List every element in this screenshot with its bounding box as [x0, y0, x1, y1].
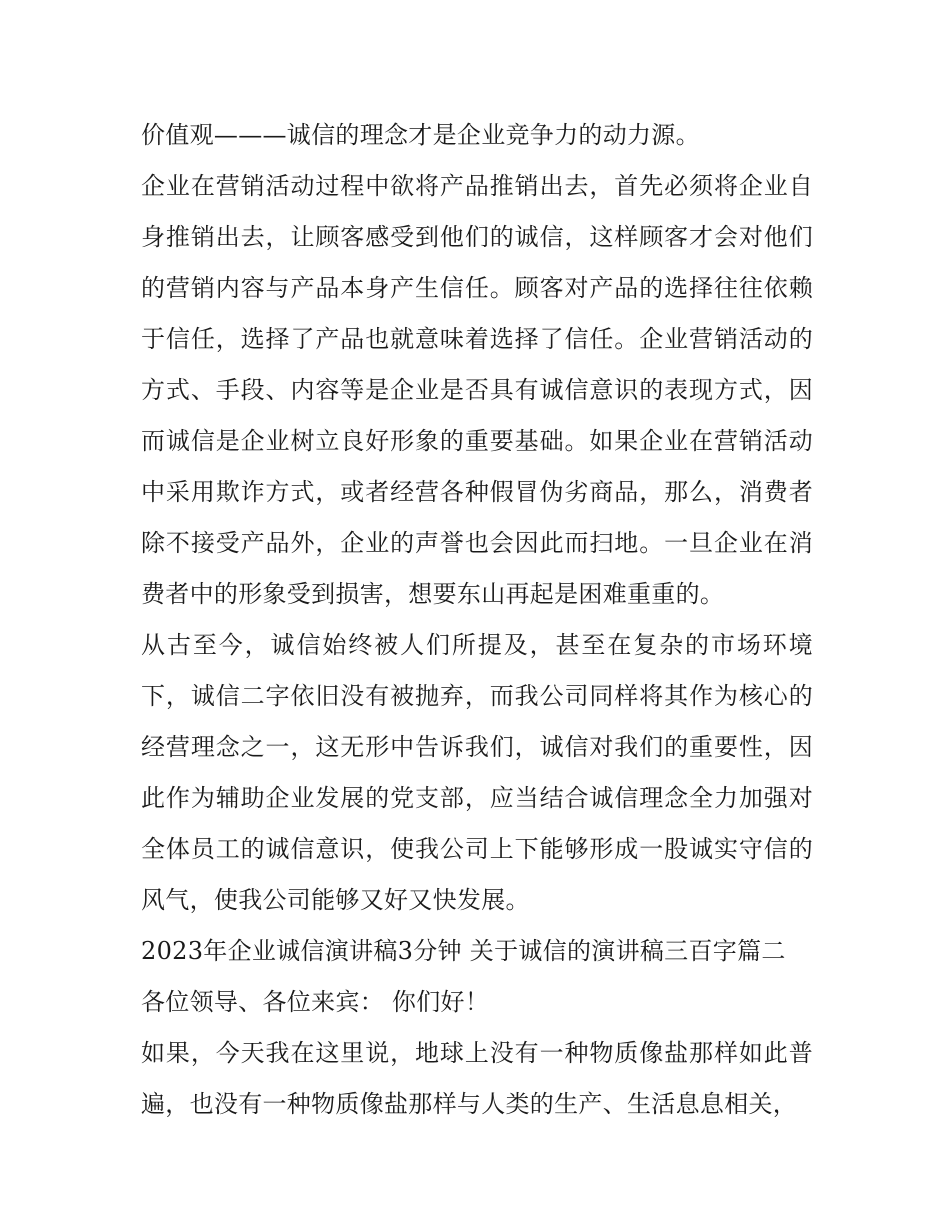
section-heading: 2023年企业诚信演讲稿3分钟 关于诚信的演讲稿三百字篇二 [141, 937, 786, 965]
paragraph-salt-analogy: 如果，今天我在这里说，地球上没有一种物质像盐那样如此普遍，也没有一种物质像盐那样与人类的生产、生活息息相关， [141, 1039, 813, 1118]
paragraph-company-integrity: 从古至今，诚信始终被人们所提及，甚至在复杂的市场环境下，诚信二字依旧没有被抛弃，而我公司同样将其作为核心的经营理念之一，这无形中告诉我们，诚信对我们的重要性，因此作为辅助企业发展的党支部，应当结合诚信理念全力加强对全体员工的诚信意识，使我公司上下能够形成一股诚实守信的风气，使我公司能够又好又快发展。 [141, 631, 813, 914]
speech-greeting: 各位领导、各位来宾： 你们好！ [141, 988, 490, 1016]
paragraph-marketing-integrity: 企业在营销活动过程中欲将产品推销出去，首先必须将企业自身推销出去，让顾客感受到他们的诚信，这样顾客才会对他们的营销内容与产品本身产生信任。顾客对产品的选择往往依赖于信任，选择了产品也就意味着选择了信任。企业营销活动的方式、手段、内容等是企业是否具有诚信意识的表现方式，因而诚信是企业树立良好形象的重要基础。如果企业在营销活动中采用欺诈方式，或者经营各种假冒伪劣商品，那么，消费者除不接受产品外，企业的声誉也会因此而扫地。一旦企业在消费者中的形象受到损害，想要东山再起是困难重重的。 [141, 172, 813, 608]
document-body [141, 110, 813, 1130]
paragraph-value-intro: 价值观———诚信的理念才是企业竞争力的动力源。 [141, 121, 700, 149]
